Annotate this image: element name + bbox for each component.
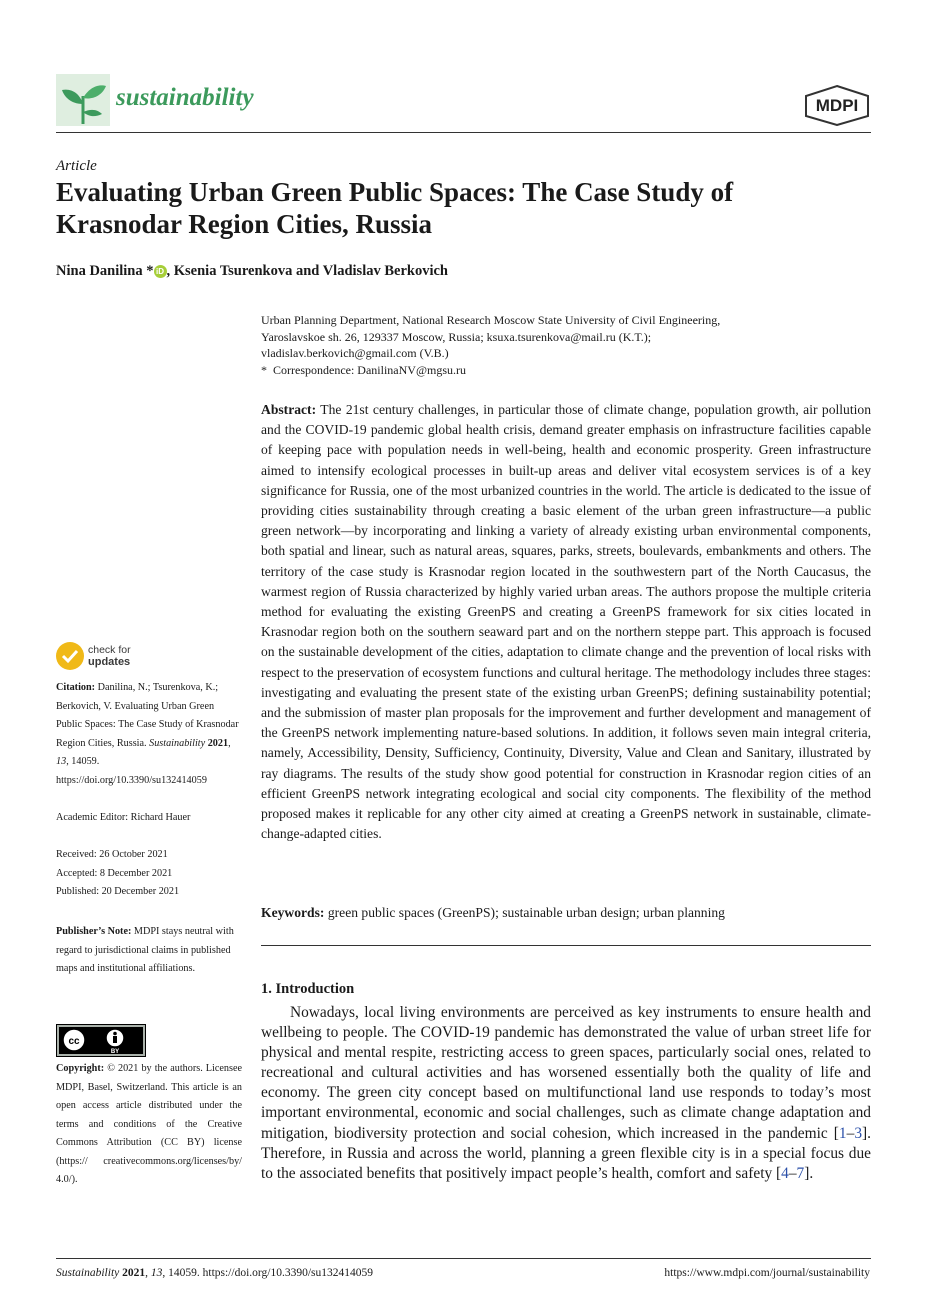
- publisher-note-label: Publisher’s Note:: [56, 926, 132, 937]
- citation-link[interactable]: 1: [838, 1124, 847, 1142]
- citation-dash: –: [846, 1124, 855, 1142]
- article-title: Evaluating Urban Green Public Spaces: The Case Study of Krasnodar Region Cities, Russia: [56, 177, 734, 239]
- correspondence-star: *: [261, 362, 267, 377]
- mdpi-logo-icon: [802, 84, 872, 126]
- copyright-block: [56, 1060, 242, 1190]
- section-heading: 1. Introduction: [261, 981, 355, 997]
- leaf-logo-icon: [56, 74, 110, 126]
- citation-link[interactable]: 3: [854, 1124, 863, 1142]
- citation-label: Citation:: [56, 682, 96, 693]
- abstract-label: Abstract:: [261, 402, 317, 417]
- check-for-updates-label: [88, 644, 131, 668]
- affiliation-line: vladislav.berkovich@gmail.com (V.B.): [261, 346, 449, 360]
- intro-text: ]. Therefore, in Russia and across the world, planning a green flexible city is in a special focus due to the associated benefits that positively impact people’s health, comfort and safety [: [261, 1124, 871, 1182]
- intro-text: Nowadays, local living environments are perceived as key instruments to ensure health and wellbeing to people. The COVID-19 pandemic has demonstrated the value of urban street life for physical and mental respite, restricting access to green spaces, particularly social ones, related to recreational and cultural activities and has worsened essentially both the quality of life and economy. The green city concept based on multifunctional land use responds to today’s most important environmental, economic and social challenges, such as climate change adaptation and mitigation, biodiversity protection and social cohesion, which increased in the pandemic [: [261, 1004, 871, 1142]
- cc-by-license-badge[interactable]: [56, 1024, 146, 1057]
- footer-divider: [56, 1258, 871, 1259]
- check-for-updates-button[interactable]: [56, 642, 176, 672]
- keywords-text: green public spaces (GreenPS); sustainable urban design; urban planning: [327, 905, 725, 920]
- author-list: [56, 263, 448, 280]
- copyright-label: Copyright:: [56, 1063, 105, 1074]
- footer-journal-url[interactable]: https://www.mdpi.com/journal/sustainability: [664, 1267, 870, 1279]
- copyright-text: © 2021 by the authors. Licensee MDPI, Basel, Switzerland. This article is an open access article distributed under the terms and conditions of the Creative Commons Attribution (CC BY) license (https:// creativecommons.org/licenses/by/ 4.0/).: [56, 1063, 243, 1185]
- citation-link[interactable]: 7: [796, 1164, 805, 1182]
- citation-volume: 13: [56, 756, 67, 767]
- mdpi-logo[interactable]: [802, 84, 872, 126]
- citation-block: Citation: Danilina, N.; Tsurenkova, K.; Berkovich, V. Evaluating Urban Green Public Spaces: The Case Study of Krasnodar Region Cities, Russia. Sustainability 2021, 13, 14059. https://doi.org/10.3390/su132414059: [56, 682, 239, 786]
- check-line-2: updates: [88, 656, 131, 668]
- journal-logo: [56, 74, 110, 126]
- cc-icon: [61, 1027, 143, 1054]
- correspondence-email[interactable]: Correspondence: DanilinaNV@mgsu.ru: [273, 362, 467, 377]
- footer-doi-link[interactable]: , 14059. https://doi.org/10.3390/su132414059: [162, 1267, 374, 1279]
- author-rest[interactable]: , Ksenia Tsurenkova and Vladislav Berkovich: [166, 263, 448, 279]
- footer-year: 2021: [122, 1267, 146, 1279]
- citation-doi[interactable]: , 14059. https://doi.org/10.3390/su132414059: [56, 756, 207, 786]
- citation-dash: –: [788, 1164, 797, 1182]
- dates-block: [56, 846, 242, 902]
- footer-journal: Sustainability: [56, 1267, 120, 1279]
- article-type: Article: [56, 158, 97, 174]
- citation-year: 2021: [207, 737, 229, 749]
- keywords-label: Keywords:: [261, 905, 325, 920]
- publisher-note-text: MDPI stays neutral with regard to jurisdictional claims in published maps and institutional affiliations.: [56, 926, 234, 974]
- intro-text: ].: [804, 1164, 814, 1182]
- abstract: [261, 400, 871, 844]
- academic-editor: Academic Editor: Richard Hauer: [56, 812, 191, 823]
- check-line-1: check for: [88, 644, 131, 656]
- cc-by-label: BY: [110, 1049, 120, 1054]
- orcid-icon[interactable]: iD: [154, 265, 167, 278]
- date-accepted: Accepted: 8 December 2021: [56, 867, 173, 879]
- mdpi-logo-text: MDPI: [815, 96, 859, 115]
- footer-volume: 13: [150, 1267, 163, 1279]
- author-first[interactable]: Nina Danilina *: [56, 263, 154, 279]
- date-published: Published: 20 December 2021: [56, 886, 180, 897]
- correspondence: [261, 362, 871, 379]
- svg-text:cc: cc: [68, 1036, 80, 1047]
- footer-citation: Sustainability 2021, 13, 14059. https://doi.org/10.3390/su132414059: [56, 1267, 374, 1279]
- citation-text: Danilina, N.; Tsurenkova, K.; Berkovich, V. Evaluating Urban Green Public Spaces: The Case Study of Krasnodar Region Cities, Russia.: [56, 682, 239, 749]
- section-divider: [261, 945, 871, 946]
- keywords: [261, 903, 871, 923]
- publisher-note: [56, 923, 242, 979]
- intro-paragraph: [261, 1003, 871, 1184]
- check-icon: [56, 642, 84, 670]
- affiliation-line: Urban Planning Department, National Research Moscow State University of Civil Engineering,: [261, 313, 721, 327]
- citation-journal: Sustainability: [149, 737, 206, 749]
- abstract-text: The 21st century challenges, in particular those of climate change, population growth, air pollution and the COVID-19 pandemic global health crisis, demand greater emphasis on infrastructure facilities capable of keeping pace with population needs in well-being, health and economic prosperity. Green infrastructure aimed to intensify ecological processes in built-up areas and deliver vital ecosystem services is of a key significance for Russia, one of the most urbanized countries in the world. The article is dedicated to the issue of providing cities sustainability through creating a basic element of the urban green infrastructure—a public green network—by incorporating and linking a variety of already existing urban environmental components, both spatial and linear, such as natural areas, squares, parks, streets, boulevards, embankments and others. The territory of the case study is Krasnodar region located in the southwestern part of the North Caucasus, the warmest region of Russia characterized by highly varied urban areas. The authors propose the multiple criteria method for evaluating the existing GreenPS and creating a GreenPS framework for six cities located in Krasnodar region both on the southern seaward part and on the northern steppe part. This approach is focused on the sustainable development of the cities, adaptation to climate change and the prevention of local risks with respect to the preservation of ecosystem functions and cultural heritage. The methodology includes three stages: investigating and evaluating the present state of the existing urban GreenPS; defining sustainability potential; and the submission of master plan proposals for the improvement and further development and management of the GreenPS network implementing nature-based solutions. In addition, it follows seven main integral criteria, namely, Accessibility, Density, Sufficiency, Continuity, Diversity, Value and Clean and Sanitary, illustrated by ray diagrams. The results of the study show good potential for construction in Krasnodar region cities of an efficient GreenPS network integrating ecological and social city components. The flexibility of the method proposed makes it replicable for any other city aimed at creating a GreenPS network in sustainable, climate-change-adapted cities.: [261, 402, 871, 842]
- citation-link[interactable]: 4: [781, 1164, 789, 1182]
- date-received: Received: 26 October 2021: [56, 849, 168, 860]
- affiliation-block: [261, 312, 871, 378]
- journal-name[interactable]: sustainability: [116, 84, 254, 111]
- affiliation-line: Yaroslavskoe sh. 26, 129337 Moscow, Russia; ksuxa.tsurenkova@mail.ru (K.T.);: [261, 329, 652, 344]
- header-divider: [56, 132, 871, 133]
